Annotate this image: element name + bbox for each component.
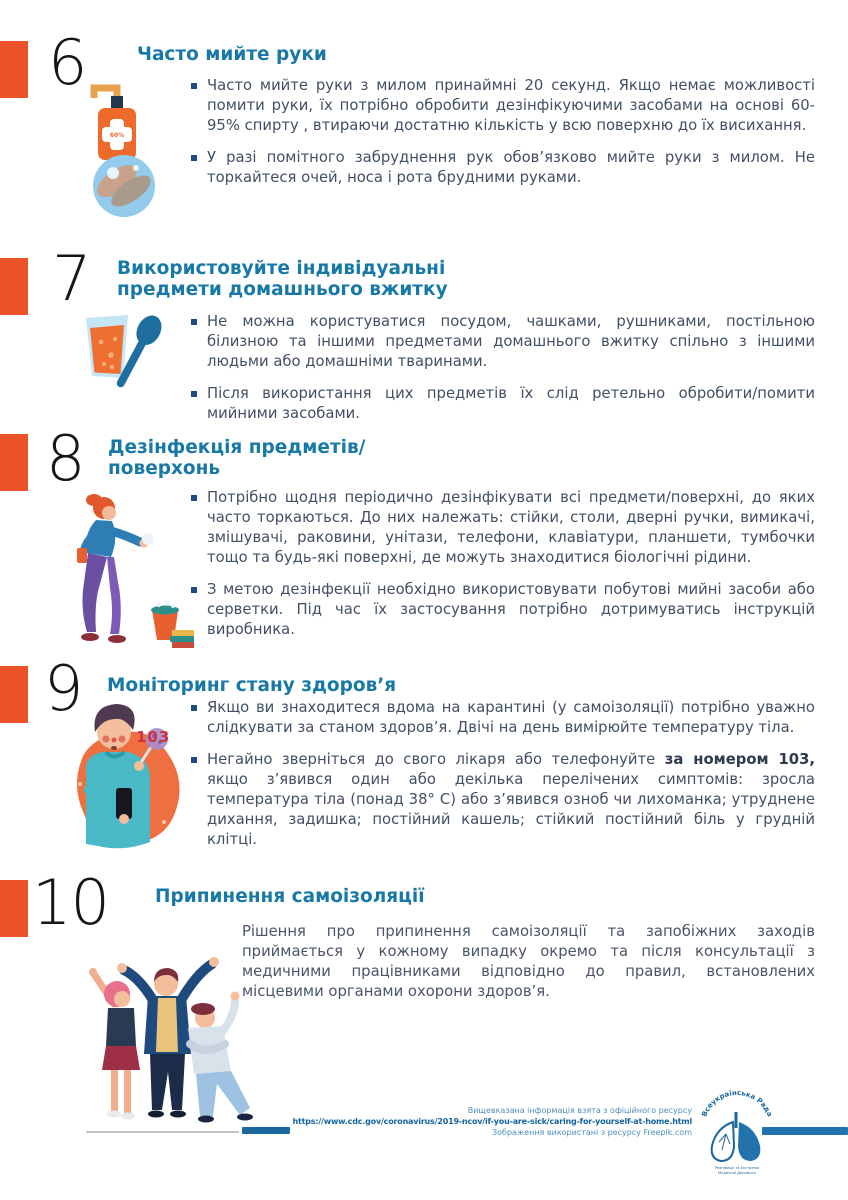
svg-text:Реанімації та Екстреної: Реанімації та Екстреної <box>714 1166 760 1170</box>
section-text-column <box>190 76 815 200</box>
orange-tab <box>0 41 28 98</box>
glass-and-spoon-icon <box>82 312 182 394</box>
svg-text:60%: 60% <box>109 132 125 139</box>
source-url-link[interactable]: https://www.cdc.gov/coronavirus/2019-ncov/if-you-are-sick/caring-for-yourself-at-home.html <box>292 1117 692 1126</box>
section-number: 6 <box>48 26 87 99</box>
section-title: Припинення самоізоляції <box>155 886 425 907</box>
footer-note-top: Вищевказана інформація взята з офіційного ресурсу <box>467 1106 692 1115</box>
section-title: Використовуйте індивідуальні предмети домашнього вжитку <box>117 258 448 300</box>
emergency-number-103-label: 103 <box>136 728 171 746</box>
section-text-column <box>242 922 815 1002</box>
bullet-square-icon <box>191 319 197 325</box>
bullet-square-icon <box>191 587 197 593</box>
footer-source-block <box>280 1106 692 1137</box>
section-title: Дезінфекція предметів/ поверхонь <box>108 437 366 479</box>
orange-tab <box>0 434 28 491</box>
bullet-item: З метою дезінфекції необхідно використовувати побутові мийні засоби або серветки. Під час їх застосування потрібно дотримуватись інструкцій виробника. <box>190 580 815 640</box>
orange-tab <box>0 258 28 315</box>
bullet-item: Негайно зверніться до свого лікаря або телефонуйте за номером 103, якщо з’явився один або декілька перелічених симптомів: зросла температура тіла (понад 38° С) або з’явився озноб чи лихоманка; утруднене дихання, задишка; постійний кашель; стійкий постійний біль у грудній клітці. <box>190 750 815 850</box>
section-number: 8 <box>46 422 85 495</box>
footer-note-bottom: Зображення використані з ресурсу Freepik.com <box>492 1128 692 1137</box>
section-title: Моніторинг стану здоров’я <box>107 675 397 696</box>
bullet-square-icon <box>191 391 197 397</box>
soap-dispenser-and-hand-washing-icon <box>84 78 164 220</box>
bullet-item: Не можна користуватися посудом, чашками, рушниками, постільною білизною та іншими предметами домашнього вжитку спільно з іншими людьми або домашніми тваринами. <box>190 312 815 372</box>
svg-text:Всеукраїнська Рада: Всеукраїнська Рада <box>700 1088 774 1118</box>
bullet-item: Потрібно щодня періодично дезінфікувати всі предмети/поверхні, до яких часто торкаються. До них належать: стійки, столи, дверні ручки, вимикачі, змішувачі, раковини, унітази, телефони, клавіатури, планшети, тумбочки тощо та будь-які поверхні, де можуть знаходитися біологічні рідини. <box>190 488 815 568</box>
bullet-square-icon <box>191 83 197 89</box>
orange-tab <box>0 880 28 937</box>
section-text-column <box>190 312 815 436</box>
section-number: 7 <box>52 242 91 315</box>
bullet-square-icon <box>191 495 197 501</box>
orange-tab <box>0 666 28 723</box>
section-text-column <box>190 698 815 862</box>
section-title: Часто мийте руки <box>137 44 327 65</box>
bullet-square-icon <box>191 757 197 763</box>
section-number: 10 <box>32 866 109 939</box>
svg-text:Медичної Допомоги: Медичної Допомоги <box>718 1171 756 1175</box>
bullet-square-icon <box>191 705 197 711</box>
bullet-item: Часто мийте руки з милом принаймні 20 секунд. Якщо немає можливості помити руки, їх потрібно обробити дезінфікуючими засобами на основі 60-95% спирту , втираючи достатню кількість у всю поверхню до їх висихання. <box>190 76 815 136</box>
section-number: 9 <box>44 652 83 725</box>
section-paragraph: Рішення про припинення самоізоляції та запобіжних заходів приймається у кожному випадку окремо та після консультації з медичними працівниками відповідно до правил, встановлених місцевими органами охорони здоров’я. <box>242 923 815 1000</box>
footer-right-bar <box>762 1127 848 1135</box>
bullet-square-icon <box>191 155 197 161</box>
bullet-item: У разі помітного забруднення рук обов’язково мийте руки з милом. Не торкайтеся очей, носа і рота брудними руками. <box>190 148 815 188</box>
bullet-item: Якщо ви знаходитеся вдома на карантині (у самоізоляції) потрібно уважно слідкувати за станом здоров’я. Двічі на день вимірюйте температуру тіла. <box>190 698 815 738</box>
section-text-column <box>190 488 815 652</box>
man-with-thermometer-icon <box>64 692 189 874</box>
person-disinfecting-icon <box>66 490 196 654</box>
bullet-item: Після використання цих предметів їх слід ретельно обробити/помити мийними засобами. <box>190 384 815 424</box>
